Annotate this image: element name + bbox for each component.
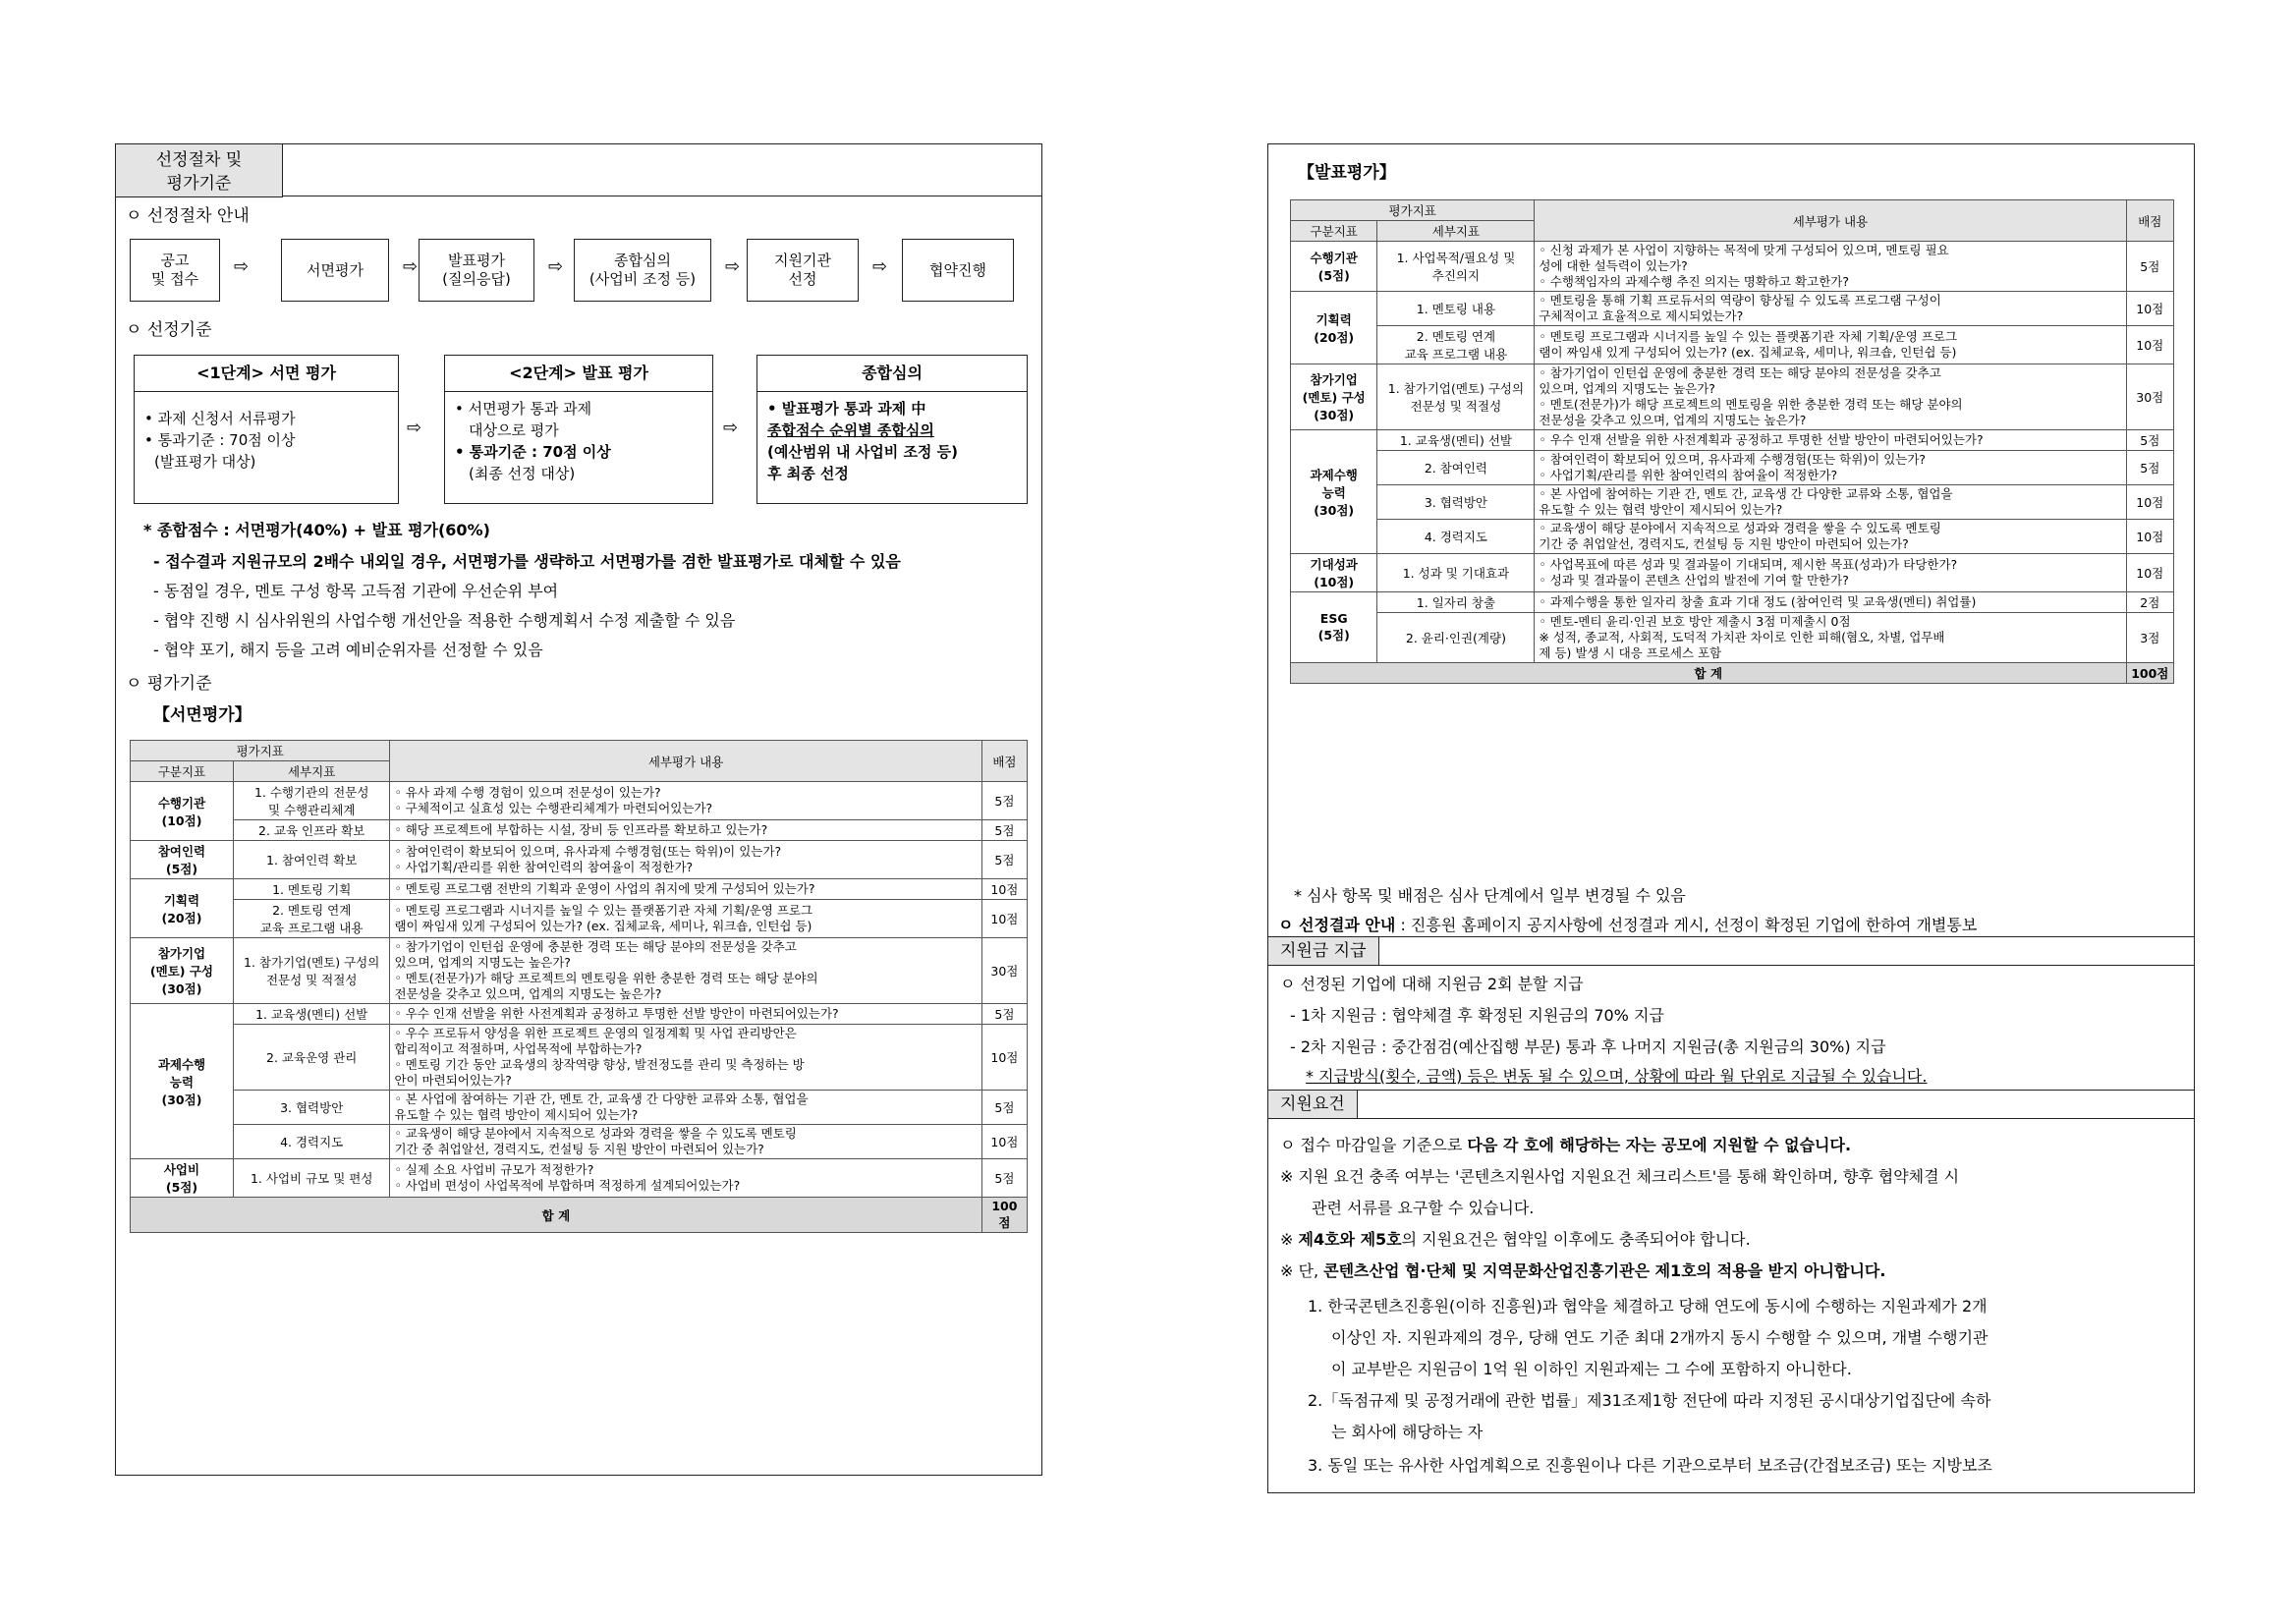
category-cell: 참가기업 (멘토) 구성 (30점) (1291, 364, 1377, 430)
stage-3-box: 종합심의 • 발표평가 통과 과제 中 종합점수 순위별 종합심의 (예산범위 내 사업비 조정 등) 후 최종 선정 (756, 355, 1028, 504)
score-cell: 5점 (981, 841, 1027, 879)
payment-line-3: - 2차 지원금 : 중간점검(예산집행 부문) 통과 후 나머지 지원금(총 지원금의 30%) 지급 (1290, 1037, 1886, 1056)
score-cell: 5점 (981, 1004, 1027, 1025)
req-item-1: 1. 한국콘텐츠진흥원(이하 진흥원)과 협약을 체결하고 당해 연도에 동시에 수행하는 지원과제가 2개 (1308, 1297, 1988, 1316)
score-cell: 5점 (981, 782, 1027, 820)
table-row (1291, 485, 2174, 520)
flow-step: 발표평가 (질의응답) (419, 239, 534, 302)
table-row (1291, 242, 2174, 292)
score-header: 배점 (981, 741, 1027, 782)
criteria-heading: ㅇ 선정기준 (126, 320, 212, 340)
category-header: 구분지표 (131, 761, 234, 782)
table-row (1291, 613, 2174, 663)
category-cell: 과제수행 능력 (30점) (1291, 430, 1377, 554)
pres-eval-label: 【발표평가】 (1298, 163, 1396, 183)
flow-step: 서면평가 (281, 239, 389, 302)
category-cell: 기대성과 (10점) (1291, 554, 1377, 592)
req-note-2: ※ 제4호와 제5호의 지원요건은 협약일 이후에도 충족되어야 합니다. (1280, 1230, 1751, 1249)
content-header: 세부평가 내용 (1535, 200, 2126, 242)
category-cell: 수행기관 (5점) (1291, 242, 1377, 292)
document-eval-table (130, 740, 1028, 1233)
arrow-icon: ⇨ (723, 418, 739, 438)
presentation-eval-table (1290, 199, 2174, 684)
score-cell: 10점 (2126, 520, 2173, 554)
indicator-header: 평가지표 (1291, 200, 1535, 221)
description-cell: ◦ 우수 인재 선발을 위한 사전계획과 공정하고 투명한 선발 방안이 마련되어있는가? (1535, 430, 2126, 451)
table-row (131, 820, 1028, 841)
detail-cell: 1. 사업비 규모 및 편성 (233, 1159, 390, 1198)
table-row (131, 841, 1028, 879)
arrow-icon: ⇨ (725, 256, 741, 277)
score-cell: 10점 (2126, 326, 2173, 364)
section-title: 선정절차 및 평가기준 (116, 144, 283, 197)
req-note-1-cont: 관련 서류를 요구할 수 있습니다. (1312, 1199, 1535, 1217)
doc-eval-label: 【서면평가】 (153, 705, 252, 725)
detail-cell: 4. 경력지도 (1377, 520, 1535, 554)
table-row (131, 1091, 1028, 1125)
score-cell: 5점 (981, 820, 1027, 841)
detail-cell: 2. 윤리·인권(계량) (1377, 613, 1535, 663)
score-cell: 5점 (981, 1159, 1027, 1198)
detail-cell: 2. 교육 인프라 확보 (233, 820, 390, 841)
score-cell: 10점 (981, 879, 1027, 900)
category-cell: 참여인력 (5점) (131, 841, 234, 879)
category-header: 구분지표 (1291, 221, 1377, 242)
table-row (131, 879, 1028, 900)
req-item-3: 3. 동일 또는 유사한 사업계획으로 진흥원이나 다른 기관으로부터 보조금(간접보조금) 또는 지방보조 (1308, 1456, 1992, 1475)
description-cell: ◦ 멘토링 프로그램 전반의 기획과 운영이 사업의 취지에 맞게 구성되어 있는가? (390, 879, 981, 900)
total-row (1291, 663, 2174, 684)
description-cell: ◦ 멘토링 프로그램과 시너지를 높일 수 있는 플랫폼기관 자체 기획/운영 프로그 램이 짜임새 있게 구성되어 있는가? (ex. 집체교육, 세미나, 워크숍, 인턴쉽 등) (1535, 326, 2126, 364)
description-cell: ◦ 멘토링 프로그램과 시너지를 높일 수 있는 플랫폼기관 자체 기획/운영 프로그 램이 짜임새 있게 구성되어 있는가? (ex. 집체교육, 세미나, 워크숍, 인턴쉽 등) (390, 900, 981, 938)
total-label: 합 계 (1291, 663, 2127, 684)
score-header: 배점 (2126, 200, 2173, 242)
note-2: - 동점일 경우, 멘토 구성 항목 고득점 기관에 우선순위 부여 (153, 582, 559, 600)
table-row (131, 900, 1028, 938)
total-score: 100점 (981, 1198, 1027, 1233)
description-cell: ◦ 사업목표에 따른 성과 및 결과물이 기대되며, 제시한 목표(성과)가 타당한가? ◦ 성과 및 결과물이 콘텐츠 산업의 발전에 기여 할 만한가? (1535, 554, 2126, 592)
note-1: - 접수결과 지원규모의 2배수 내외일 경우, 서면평가를 생략하고 서면평가를 겸한 발표평가로 대체할 수 있음 (153, 552, 901, 571)
req-item-1-l2: 이상인 자. 지원과제의 경우, 당해 연도 기준 최대 2개까지 동시 수행할 수 있으며, 개별 수행기관 (1331, 1328, 1988, 1347)
flow-step: 지원기관 선정 (747, 239, 859, 302)
change-note: * 심사 항목 및 배점은 심사 단계에서 일부 변경될 수 있음 (1294, 886, 1686, 905)
note-4: - 협약 포기, 해지 등을 고려 예비순위자를 선정할 수 있음 (153, 641, 543, 659)
score-cell: 30점 (2126, 364, 2173, 430)
total-score: 100점 (2126, 663, 2173, 684)
table-row (131, 1125, 1028, 1159)
total-label: 합 계 (131, 1198, 982, 1233)
description-cell: ◦ 본 사업에 참여하는 기관 간, 멘토 간, 교육생 간 다양한 교류와 소통, 협업을 유도할 수 있는 협력 방안이 제시되어 있는가? (1535, 485, 2126, 520)
arrow-icon: ⇨ (403, 256, 419, 277)
req-intro: ㅇ 접수 마감일을 기준으로 다음 각 호에 해당하는 자는 공모에 지원할 수 없습니다. (1280, 1136, 1852, 1154)
description-cell: ◦ 과제수행을 통한 일자리 창출 효과 기대 정도 (참여인력 및 교육생(멘티) 취업률) (1535, 592, 2126, 613)
description-cell: ◦ 교육생이 해당 분야에서 지속적으로 성과와 경력을 쌓을 수 있도록 멘토링 기간 중 취업알선, 경력지도, 컨설팅 등 지원 방안이 마련되어 있는가? (390, 1125, 981, 1159)
arrow-icon: ⇨ (548, 256, 564, 277)
detail-cell: 1. 참가기업(멘토) 구성의 전문성 및 적절성 (233, 938, 390, 1004)
right-page (1267, 143, 2195, 1493)
procedure-heading: ㅇ 선정절차 안내 (126, 206, 250, 226)
detail-cell: 2. 멘토링 연계 교육 프로그램 내용 (1377, 326, 1535, 364)
score-cell: 10점 (2126, 292, 2173, 326)
detail-cell: 2. 참여인력 (1377, 451, 1535, 485)
category-cell: ESG (5점) (1291, 592, 1377, 663)
eval-heading: ㅇ 평가기준 (126, 674, 212, 694)
table-row (1291, 326, 2174, 364)
score-cell: 10점 (981, 900, 1027, 938)
result-notice: ㅇ 선정결과 안내 : 진흥원 홈페이지 공지사항에 선정결과 게시, 선정이 확정된 기업에 한하여 개별통보 (1278, 916, 1978, 934)
category-cell: 참가기업 (멘토) 구성 (30점) (131, 938, 234, 1004)
description-cell: ◦ 참여인력이 확보되어 있으며, 유사과제 수행경험(또는 학위)이 있는가? ◦ 사업기획/관리를 위한 참여인력의 참여율이 적정한가? (1535, 451, 2126, 485)
requirements-section-header: 지원요건 (1268, 1090, 2194, 1119)
detail-cell: 3. 협력방안 (233, 1091, 390, 1125)
table-row (1291, 430, 2174, 451)
description-cell: ◦ 멘토-멘티 윤리·인권 보호 방안 제출시 3점 미제출시 0점 ※ 성적, 종교적, 사회적, 도덕적 가치관 차이로 인한 피해(혐오, 차별, 업무배 제 등) 발생 시 대응 프로세스 포함 (1535, 613, 2126, 663)
table-row (131, 938, 1028, 1004)
score-cell: 10점 (981, 1125, 1027, 1159)
score-cell: 30점 (981, 938, 1027, 1004)
table-row (1291, 520, 2174, 554)
content-header: 세부평가 내용 (390, 741, 981, 782)
description-cell: ◦ 유사 과제 수행 경험이 있으며 전문성이 있는가? ◦ 구체적이고 실효성 있는 수행관리체계가 마련되어있는가? (390, 782, 981, 820)
payment-section-header: 지원금 지급 (1268, 936, 2194, 966)
table-row (131, 782, 1028, 820)
score-cell: 3점 (2126, 613, 2173, 663)
detail-header: 세부지표 (1377, 221, 1535, 242)
note-3: - 협약 진행 시 심사위원의 사업수행 개선안을 적용한 수행계획서 수정 제출할 수 있음 (153, 611, 736, 630)
description-cell: ◦ 본 사업에 참여하는 기관 간, 멘토 간, 교육생 간 다양한 교류와 소통, 협업을 유도할 수 있는 협력 방안이 제시되어 있는가? (390, 1091, 981, 1125)
score-note: * 종합점수 : 서면평가(40%) + 발표 평가(60%) (143, 521, 490, 539)
detail-cell: 3. 협력방안 (1377, 485, 1535, 520)
detail-cell: 1. 성과 및 기대효과 (1377, 554, 1535, 592)
score-cell: 5점 (2126, 451, 2173, 485)
score-cell: 5점 (981, 1091, 1027, 1125)
arrow-icon: ⇨ (872, 256, 888, 277)
table-row (131, 1025, 1028, 1091)
description-cell: ◦ 실제 소요 사업비 규모가 적정한가? ◦ 사업비 편성이 사업목적에 부합하며 적정하게 설계되어있는가? (390, 1159, 981, 1198)
description-cell: ◦ 신청 과제가 본 사업이 지향하는 목적에 맞게 구성되어 있으며, 멘토링 필요 성에 대한 설득력이 있는가? ◦ 수행책임자의 과제수행 추진 의지는 명확하고 확고한가? (1535, 242, 2126, 292)
category-cell: 기획력 (20점) (131, 879, 234, 938)
score-cell: 2점 (2126, 592, 2173, 613)
detail-cell: 1. 멘토링 기획 (233, 879, 390, 900)
table-row (1291, 554, 2174, 592)
description-cell: ◦ 우수 프로듀서 양성을 위한 프로젝트 운영의 일정계획 및 사업 관리방안은 합리적이고 적절하며, 사업목적에 부합하는가? ◦ 멘토링 기간 동안 교육생의 창작역량 향상, 발전정도를 관리 및 측정하는 방 안이 마련되어있는가? (390, 1025, 981, 1091)
detail-cell: 1. 수행기관의 전문성 및 수행관리체계 (233, 782, 390, 820)
arrow-icon: ⇨ (234, 256, 250, 277)
table-row (1291, 451, 2174, 485)
flow-step: 공고 및 접수 (130, 239, 220, 302)
flow-step: 협약진행 (902, 239, 1014, 302)
payment-note: * 지급방식(횟수, 금액) 등은 변동 될 수 있으며, 상황에 따라 월 단위로 지급될 수 있습니다. (1306, 1067, 1928, 1086)
detail-cell: 1. 멘토링 내용 (1377, 292, 1535, 326)
description-cell: ◦ 참여인력이 확보되어 있으며, 유사과제 수행경험(또는 학위)이 있는가? ◦ 사업기획/관리를 위한 참여인력의 참여율이 적정한가? (390, 841, 981, 879)
description-cell: ◦ 교육생이 해당 분야에서 지속적으로 성과와 경력을 쌓을 수 있도록 멘토링 기간 중 취업알선, 경력지도, 컨설팅 등 지원 방안이 마련되어 있는가? (1535, 520, 2126, 554)
category-cell: 과제수행 능력 (30점) (131, 1004, 234, 1159)
description-cell: ◦ 멘토링을 통해 기획 프로듀서의 역량이 향상될 수 있도록 프로그램 구성이 구체적이고 효율적으로 제시되었는가? (1535, 292, 2126, 326)
stage-1-box: <1단계> 서면 평가 • 과제 신청서 서류평가 • 통과기준 : 70점 이상 (발표평가 대상) (134, 355, 399, 504)
table-row (1291, 364, 2174, 430)
req-note-3: ※ 단, 콘텐츠산업 협·단체 및 지역문화산업진흥기관은 제1호의 적용을 받지 아니합니다. (1280, 1261, 1886, 1280)
req-note-1: ※ 지원 요건 충족 여부는 '콘텐츠지원사업 지원요건 체크리스트'를 통해 확인하며, 향후 협약체결 시 (1280, 1167, 1960, 1186)
payment-line-2: - 1차 지원금 : 협약체결 후 확정된 지원금의 70% 지급 (1290, 1006, 1664, 1025)
detail-cell: 1. 교육생(멘티) 선발 (1377, 430, 1535, 451)
req-item-2: 2.「독점규제 및 공정거래에 관한 법률」제31조제1항 전단에 따라 지정된 공시대상기업집단에 속하 (1308, 1391, 1991, 1410)
detail-cell: 2. 교육운영 관리 (233, 1025, 390, 1091)
score-cell: 10점 (981, 1025, 1027, 1091)
score-cell: 5점 (2126, 242, 2173, 292)
table-row (131, 1004, 1028, 1025)
left-page (115, 143, 1042, 1476)
detail-cell: 1. 일자리 창출 (1377, 592, 1535, 613)
category-cell: 사업비 (5점) (131, 1159, 234, 1198)
payment-line-1: ㅇ 선정된 기업에 대해 지원금 2회 분할 지급 (1280, 975, 1584, 993)
description-cell: ◦ 참가기업이 인턴쉽 운영에 충분한 경력 또는 해당 분야의 전문성을 갖추고 있으며, 업계의 지명도는 높은가? ◦ 멘토(전문가)가 해당 프로젝트의 멘토링을 위한 충분한 경력 또는 해당 분야의 전문성을 갖추고 있으며, 업계의 지명도는 높은가? (390, 938, 981, 1004)
stage-2-box: <2단계> 발표 평가 • 서면평가 통과 과제 대상으로 평가 • 통과기준 : 70점 이상 (최종 선정 대상) (444, 355, 713, 504)
score-cell: 10점 (2126, 554, 2173, 592)
detail-cell: 1. 참가기업(멘토) 구성의 전문성 및 적절성 (1377, 364, 1535, 430)
table-row (131, 1159, 1028, 1198)
description-cell: ◦ 참가기업이 인턴쉽 운영에 충분한 경력 또는 해당 분야의 전문성을 갖추고 있으며, 업계의 지명도는 높은가? ◦ 멘토(전문가)가 해당 프로젝트의 멘토링을 위한 충분한 경력 또는 해당 분야의 전문성을 갖추고 있으며, 업계의 지명도는 높은가? (1535, 364, 2126, 430)
detail-cell: 1. 참여인력 확보 (233, 841, 390, 879)
detail-cell: 1. 교육생(멘티) 선발 (233, 1004, 390, 1025)
category-cell: 기획력 (20점) (1291, 292, 1377, 364)
arrow-icon: ⇨ (407, 418, 422, 438)
indicator-header: 평가지표 (131, 741, 390, 761)
table-row (1291, 292, 2174, 326)
score-cell: 10점 (2126, 485, 2173, 520)
detail-cell: 2. 멘토링 연계 교육 프로그램 내용 (233, 900, 390, 938)
description-cell: ◦ 우수 인재 선발을 위한 사전계획과 공정하고 투명한 선발 방안이 마련되어있는가? (390, 1004, 981, 1025)
req-item-1-l3: 이 교부받은 지원금이 1억 원 이하인 지원과제는 그 수에 포함하지 아니한다. (1331, 1360, 1852, 1378)
detail-cell: 1. 사업목적/필요성 및 추진의지 (1377, 242, 1535, 292)
total-row (131, 1198, 1028, 1233)
score-cell: 5점 (2126, 430, 2173, 451)
detail-cell: 4. 경력지도 (233, 1125, 390, 1159)
table-row (1291, 592, 2174, 613)
category-cell: 수행기관 (10점) (131, 782, 234, 841)
flow-step: 종합심의 (사업비 조정 등) (574, 239, 711, 302)
detail-header: 세부지표 (233, 761, 390, 782)
req-item-2-l2: 는 회사에 해당하는 자 (1331, 1423, 1484, 1441)
description-cell: ◦ 해당 프로젝트에 부합하는 시설, 장비 등 인프라를 확보하고 있는가? (390, 820, 981, 841)
